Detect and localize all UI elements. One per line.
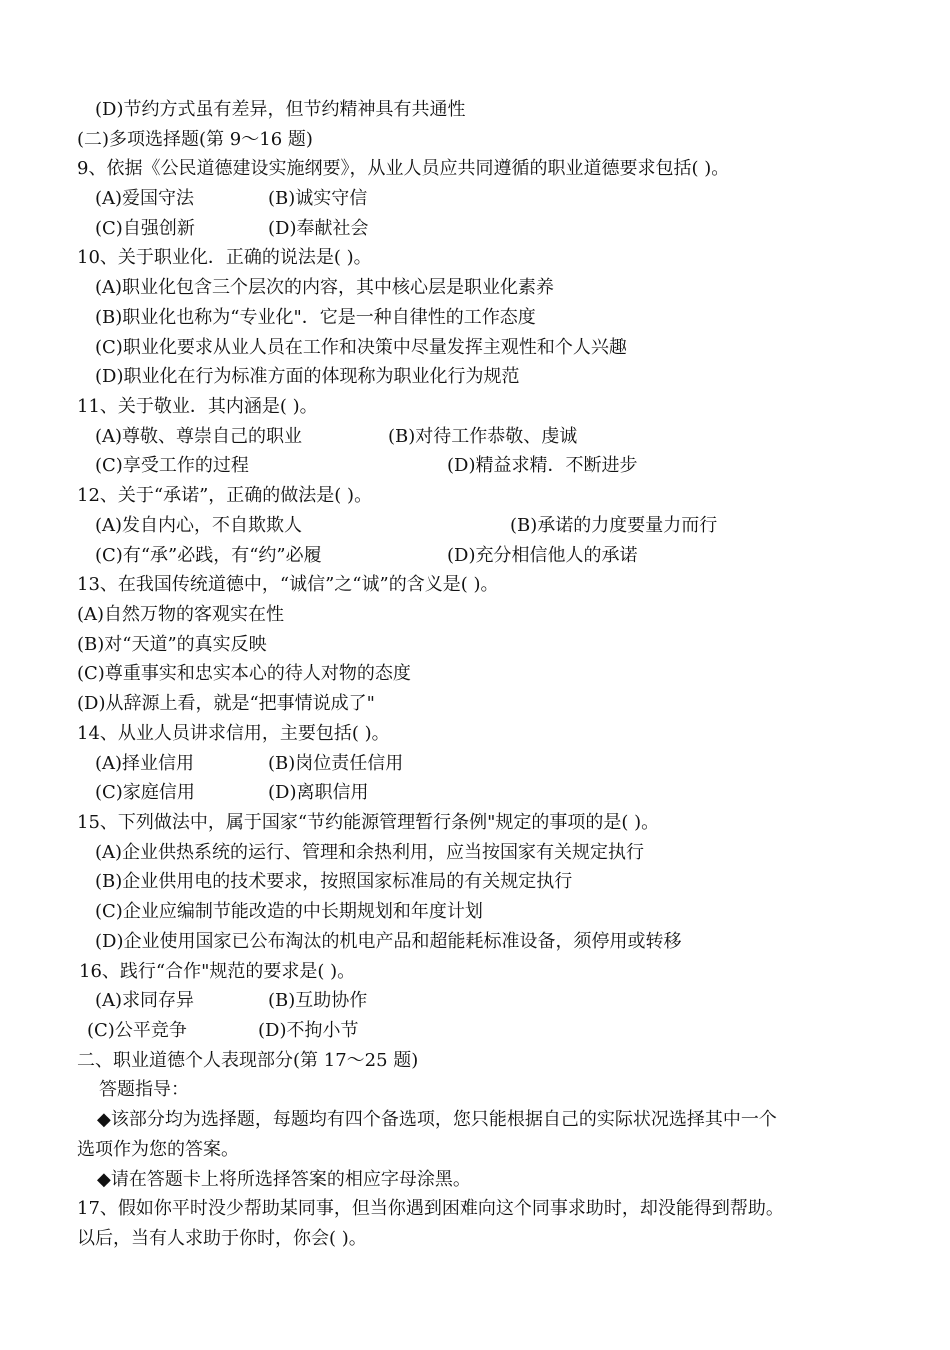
- line-q14-option-a: (A)择业信用: [95, 753, 195, 774]
- line-q15-option-a: (A)企业供热系统的运行、管理和余热利用，应当按国家有关规定执行: [95, 842, 645, 863]
- line-instructions-heading: 答题指导：: [99, 1079, 189, 1100]
- line-q11-option-d: (D)精益求精．不断进步: [447, 455, 638, 476]
- line-q12-option-d: (D)充分相信他人的承诺: [447, 545, 638, 566]
- line-q13-option-d: (D)从辞源上看，就是“把事情说成了": [77, 693, 375, 714]
- line-q13: 13、在我国传统道德中，“诚信”之“诚”的含义是( )。: [77, 574, 499, 595]
- line-q12: 12、关于“承诺”，正确的做法是( )。: [77, 485, 373, 506]
- line-q14-option-c: (C)家庭信用: [95, 782, 195, 803]
- line-q10: 10、关于职业化．正确的说法是( )。: [77, 247, 372, 268]
- line-q14: 14、从业人员讲求信用，主要包括( )。: [77, 723, 390, 744]
- line-q16-option-a: (A)求同存异: [95, 990, 195, 1011]
- line-q14-option-d: (D)离职信用: [268, 782, 369, 803]
- line-q15: 15、下列做法中，属于国家“节约能源管理暂行条例"规定的事项的是( )。: [77, 812, 660, 833]
- line-q10-option-c: (C)职业化要求从业人员在工作和决策中尽量发挥主观性和个人兴趣: [95, 337, 627, 358]
- line-q12-option-c: (C)有“承”必践，有“约”必履: [95, 545, 322, 566]
- line-q11-option-c: (C)享受工作的过程: [95, 455, 249, 476]
- line-q11-option-b: (B)对待工作恭敬、虔诚: [388, 426, 578, 447]
- line-instruction-1-continued: 选项作为您的答案。: [77, 1139, 239, 1160]
- line-q15-option-b: (B)企业供用电的技术要求，按照国家标准局的有关规定执行: [95, 871, 573, 892]
- line-q9-option-b: (B)诚实守信: [268, 188, 368, 209]
- line-q9-option-d: (D)奉献社会: [268, 218, 369, 239]
- line-q11-option-a: (A)尊敬、尊崇自己的职业: [95, 426, 303, 447]
- line-q11: 11、关于敬业．其内涵是( )。: [77, 396, 318, 417]
- line-q13-option-a: (A)自然万物的客观实在性: [77, 604, 285, 625]
- line-q16-option-d: (D)不拘小节: [258, 1020, 359, 1041]
- line-q14-option-b: (B)岗位责任信用: [268, 753, 404, 774]
- line-q13-option-c: (C)尊重事实和忠实本心的待人对物的态度: [77, 663, 411, 684]
- line-q9-option-a: (A)爱国守法: [95, 188, 195, 209]
- line-q15-option-d: (D)企业使用国家已公布淘汰的机电产品和超能耗标准设备，须停用或转移: [95, 931, 682, 952]
- line-q10-option-a: (A)职业化包含三个层次的内容，其中核心层是职业化素养: [95, 277, 555, 298]
- line-q17: 17、假如你平时没少帮助某同事，但当你遇到困难向这个同事求助时，却没能得到帮助。: [77, 1198, 784, 1219]
- line-instruction-2: ◆请在答题卡上将所选择答案的相应字母涂黑。: [97, 1169, 471, 1190]
- line-q16-option-b: (B)互助协作: [268, 990, 368, 1011]
- line-q9: 9、依据《公民道德建设实施纲要》，从业人员应共同遵循的职业道德要求包括( )。: [77, 158, 730, 179]
- line-q16-option-c: (C)公平竞争: [87, 1020, 187, 1041]
- line-q12-option-a: (A)发自内心，不自欺欺人: [95, 515, 303, 536]
- line-q8-option-d: (D)节约方式虽有差异，但节约精神具有共通性: [95, 99, 466, 120]
- line-q13-option-b: (B)对“天道”的真实反映: [77, 634, 267, 655]
- line-section-multiple-choice: (二)多项选择题(第 9～16 题): [77, 129, 313, 150]
- line-q10-option-b: (B)职业化也称为“专业化"．它是一种自律性的工作态度: [95, 307, 536, 328]
- line-section-personal-performance: 二、职业道德个人表现部分(第 17～25 题): [77, 1050, 419, 1071]
- line-q17-continued: 以后，当有人求助于你时，你会( )。: [77, 1228, 367, 1249]
- line-q10-option-d: (D)职业化在行为标准方面的体现称为职业化行为规范: [95, 366, 520, 387]
- line-q15-option-c: (C)企业应编制节能改造的中长期规划和年度计划: [95, 901, 483, 922]
- line-q12-option-b: (B)承诺的力度要量力而行: [510, 515, 718, 536]
- line-q9-option-c: (C)自强创新: [95, 218, 195, 239]
- line-q16: 16、践行“合作"规范的要求是( )。: [79, 961, 356, 982]
- line-instruction-1: ◆该部分均为选择题，每题均有四个备选项，您只能根据自己的实际状况选择其中一个: [97, 1109, 777, 1130]
